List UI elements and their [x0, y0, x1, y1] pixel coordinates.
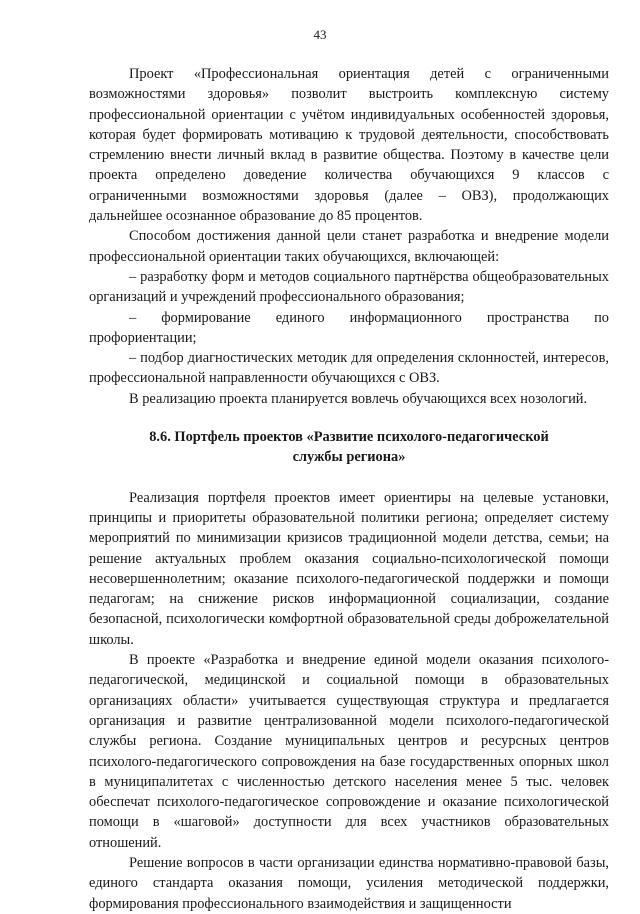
list-item-information-space: – формирование единого информационного пространства по профориентации; [89, 309, 609, 346]
paragraph-regulatory: Решение вопросов в части организации единства нормативно-правовой базы, единого стандарта оказания помощи, усиления методической поддержки, формирования профессионального взаимодействия и защищенности [89, 854, 609, 912]
page-content [89, 64, 609, 914]
list-item-diagnostics: – подбор диагностических методик для определения склонностей, интересов, профессиональной направленности обучающихся с ОВЗ. [89, 350, 609, 387]
list-item-partnership: – разработку форм и методов социального партнёрства общеобразовательных организаций и учреждений профессионального образования; [89, 268, 609, 306]
section-heading: 8.6. Портфель проектов «Развитие психолого-педагогической службы региона» [149, 429, 549, 466]
page-number: 43 [313, 27, 327, 42]
paragraph-involvement: В реализацию проекта планируется вовлечь обучающихся всех нозологий. [129, 390, 588, 407]
paragraph-method: Способом достижения данной цели станет разработка и внедрение модели профессиональной ориентации таких обучающихся, включающей: [89, 228, 609, 265]
paragraph-project-goal: Проект «Профессиональная ориентация детей с ограниченными возможностями здоровья» позволит выстроить комплексную систему профессиональной ориентации с учётом индивидуальных особенностей здоровья, которая будет формировать мотивацию к трудовой деятельности, способствовать стремлению внести личный вклад в развитие общества. Поэтому в качестве цели проекта определено доведение количества обучающихся 9 классов с ограниченными возможностями здоровья (далее – ОВЗ), продолжающих дальнейшее осознанное образование до 85 процентов. [89, 66, 609, 225]
paragraph-portfolio: Реализация портфеля проектов имеет ориентиры на целевые установки, принципы и приоритеты образовательной политики региона; определяет систему мероприятий по минимизации кризисов традиционной модели детства, семьи; на решение актуальных проблем оказания социально-психологической помощи несовершеннолетним; оказание психолого-педагогической поддержки и помощи педагогам; на снижение рисков информационной социализации, создание безопасной, психологически комфортной образовательной среды доброжелательной школы. [89, 489, 609, 648]
paragraph-model: В проекте «Разработка и внедрение единой модели оказания психолого-педагогической, медицинской и социальной помощи в образовательных организациях области» учитывается существующая структура и предлагается организация и развитие централизованной модели психолого-педагогической службы региона. Создание муниципальных центров и ресурсных центров психолого-педагогического сопровождения на базе государственных опорных школ в муниципалитетах с численностью детского населения менее 5 тыс. человек обеспечат психолого-педагогическое сопровождение и оказание психологической помощи в «шаговой» доступности для всех участников образовательных отношений. [89, 652, 609, 851]
